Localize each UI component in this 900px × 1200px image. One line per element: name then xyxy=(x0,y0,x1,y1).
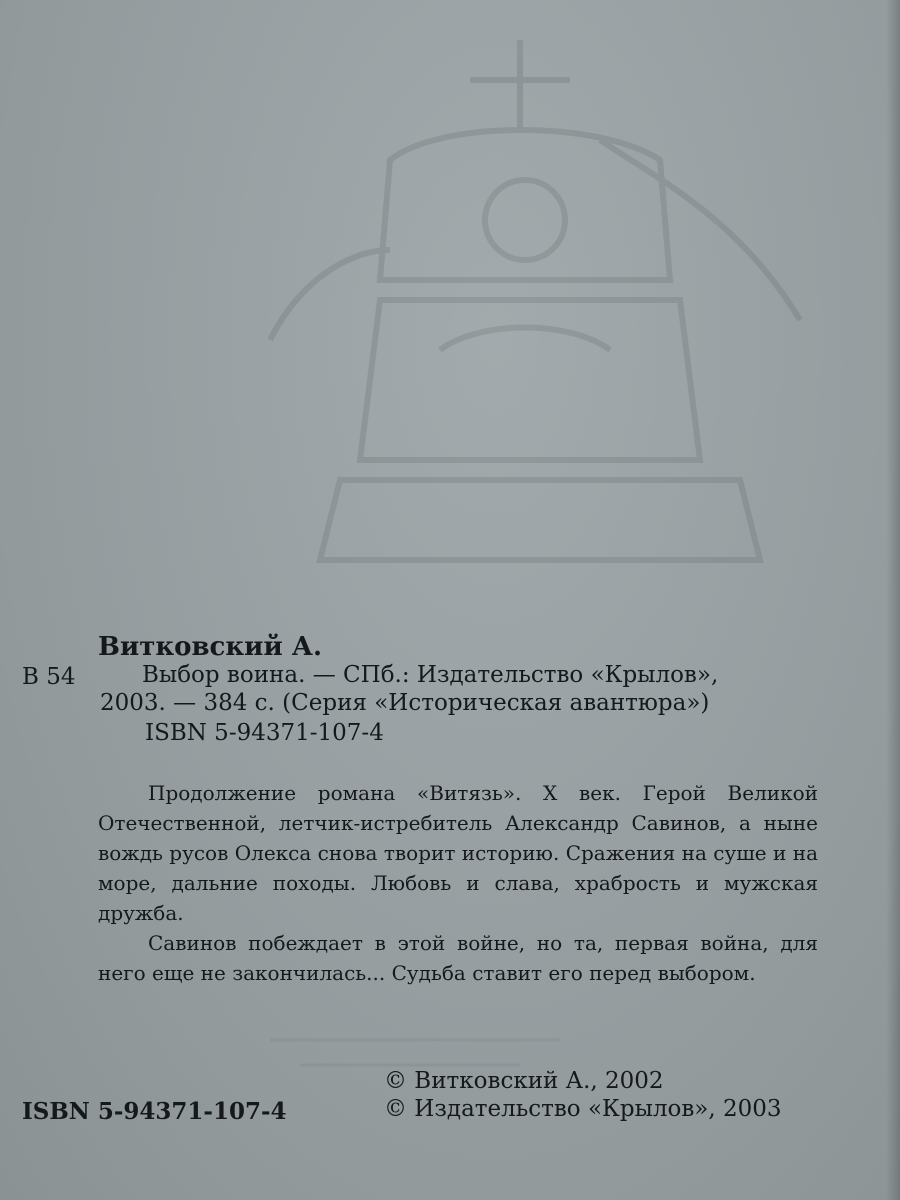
bibliographic-line-2: 2003. — 384 с. (Серия «Историческая авантюра») xyxy=(100,690,710,716)
footer-isbn: ISBN 5-94371-107-4 xyxy=(22,1098,287,1125)
library-code: В 54 xyxy=(22,664,76,690)
catalog-isbn: ISBN 5-94371-107-4 xyxy=(145,720,384,746)
copyright-publisher: © Издательство «Крылов», 2003 xyxy=(384,1096,782,1122)
book-abstract xyxy=(98,778,818,988)
bibliographic-line-1: Выбор воина. — СПб.: Издательство «Крылов», xyxy=(142,662,719,688)
author-name: Витковский А. xyxy=(98,632,323,662)
abstract-paragraph-1: Продолжение романа «Витязь». X век. Герой Великой Отечественной, летчик-истребитель Александр Савинов, а ныне вождь русов Олекса снова творит историю. Сражения на суше и на море, дальние походы. Любовь и слава, храбрость и мужская дружба. xyxy=(98,781,818,925)
page-edge-shadow xyxy=(886,0,900,1200)
copyright-author: © Витковский А., 2002 xyxy=(384,1068,664,1094)
show-through-illustration xyxy=(240,20,840,580)
abstract-paragraph-2: Савинов побеждает в этой войне, но та, первая война, для него еще не закончилась... Судьба ставит его перед выбором. xyxy=(98,931,818,985)
